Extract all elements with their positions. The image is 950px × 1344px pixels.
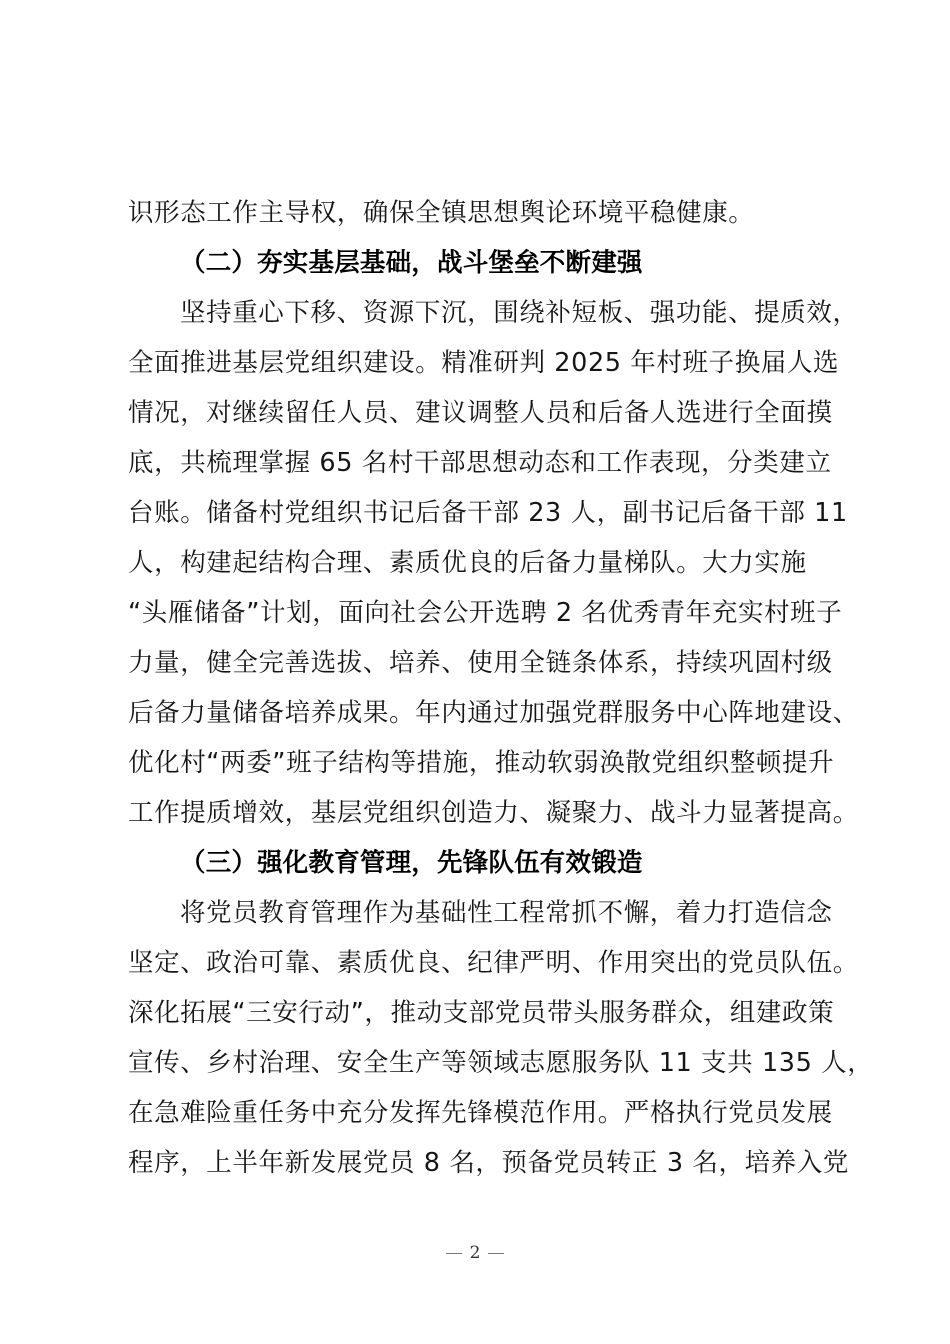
page-footer: [0, 1243, 950, 1263]
paragraph-line: 后备力量储备培养成果。年内通过加强党群服务中心阵地建设、: [128, 698, 859, 728]
footer-dash-right: [488, 1253, 504, 1254]
paragraph-line: 将党员教育管理作为基础性工程常抓不懈，着力打造信念: [180, 898, 833, 928]
paragraph-line: 识形态工作主导权，确保全镇思想舆论环境平稳健康。: [128, 198, 755, 228]
paragraph-line: 在急难险重任务中充分发挥先锋模范作用。严格执行党员发展: [128, 1098, 833, 1128]
paragraph-line: 全面推进基层党组织建设。精准研判 2025 年村班子换届人选: [128, 348, 840, 378]
paragraph-line: 程序，上半年新发展党员 8 名，预备党员转正 3 名，培养入党: [128, 1148, 849, 1178]
paragraph-line: 坚定、政治可靠、素质优良、纪律严明、作用突出的党员队伍。: [128, 948, 859, 978]
paragraph-line: 力量，健全完善选拔、培养、使用全链条体系，持续巩固村级: [128, 648, 833, 678]
paragraph-line: 优化村“两委”班子结构等措施，推动软弱涣散党组织整顿提升: [128, 748, 835, 778]
paragraph-line: 深化拓展“三安行动”，推动支部党员带头服务群众，组建政策: [128, 998, 835, 1028]
paragraph-line: 情况，对继续留任人员、建议调整人员和后备人选进行全面摸: [128, 398, 833, 428]
paragraph-line: 工作提质增效，基层党组织创造力、凝聚力、战斗力显著提高。: [128, 798, 859, 828]
paragraph-line: 宣传、乡村治理、安全生产等领域志愿服务队 11 支共 135 人，: [128, 1048, 874, 1078]
paragraph-line: “头雁储备”计划，面向社会公开选聘 2 名优秀青年充实村班子: [128, 598, 843, 628]
page-number: 2: [469, 1243, 481, 1263]
paragraph-line: 坚持重心下移、资源下沉，围绕补短板、强功能、提质效，: [180, 298, 859, 328]
paragraph-line: 台账。储备村党组织书记后备干部 23 人，副书记后备干部 11: [128, 498, 848, 528]
section-heading-2: （二）夯实基层基础，战斗堡垒不断建强: [180, 248, 643, 278]
section-heading-3: （三）强化教育管理，先锋队伍有效锻造: [180, 848, 643, 878]
document-body: [128, 188, 874, 1188]
footer-dash-left: [446, 1253, 462, 1254]
paragraph-line: 底，共梳理掌握 65 名村干部思想动态和工作表现，分类建立: [128, 448, 832, 478]
paragraph-line: 人，构建起结构合理、素质优良的后备力量梯队。大力实施: [128, 548, 807, 578]
